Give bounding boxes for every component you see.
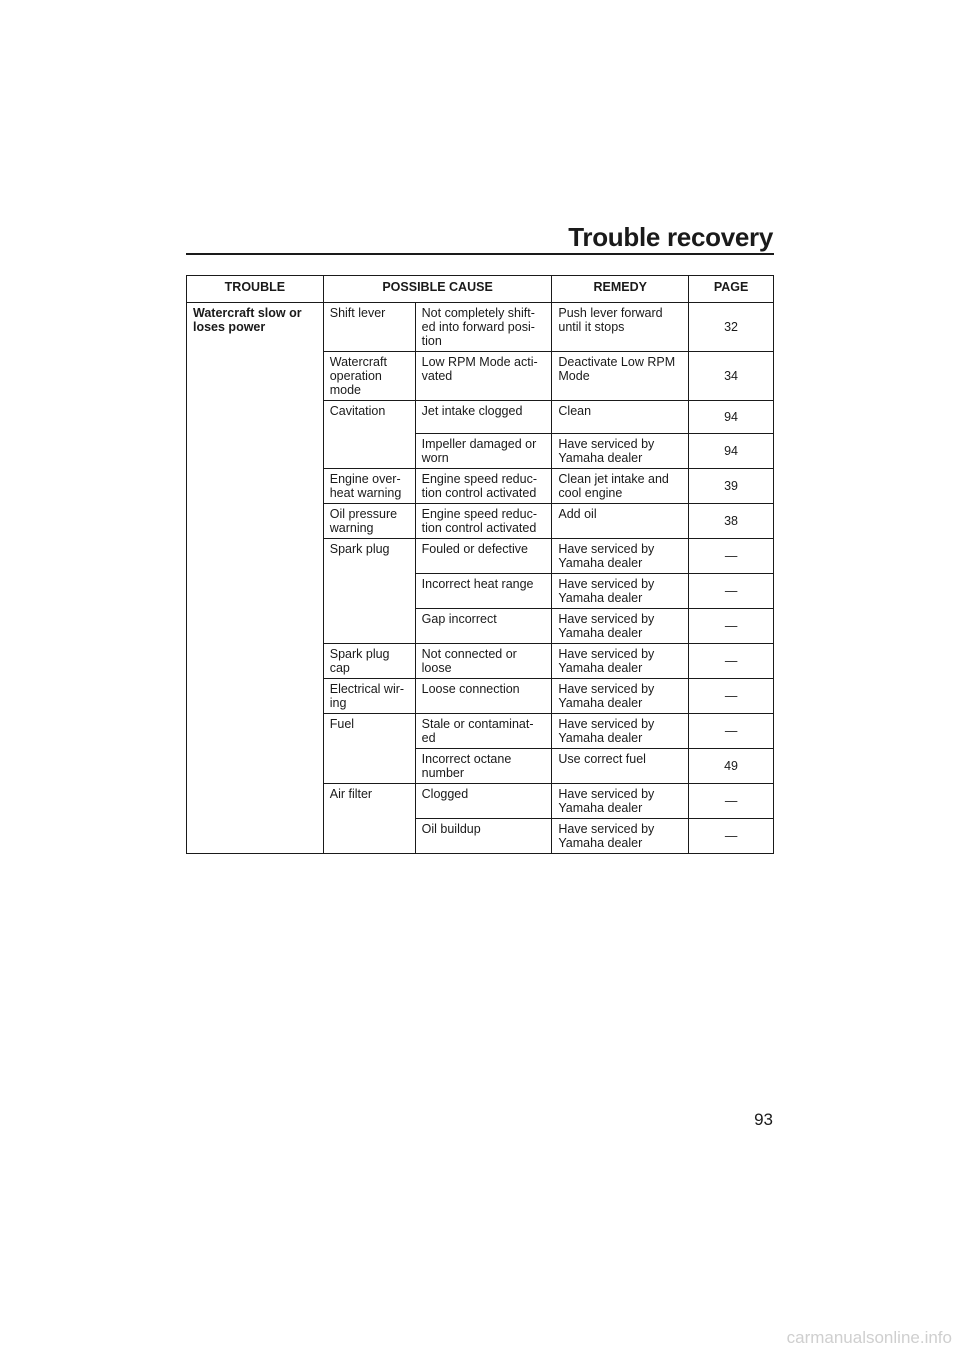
cause-cell: Impeller damaged or worn: [415, 434, 552, 469]
page-cell: 49: [689, 749, 774, 784]
header-remedy: REMEDY: [552, 276, 689, 303]
table-header-row: [187, 276, 774, 303]
remedy-cell: Have serviced by Yamaha dealer: [552, 539, 689, 574]
remedy-cell: Clean jet intake and cool engine: [552, 469, 689, 504]
cause-cell: Low RPM Mode acti-vated: [415, 352, 552, 401]
cause-cell: Fouled or defective: [415, 539, 552, 574]
remedy-cell: Have serviced by Yamaha dealer: [552, 784, 689, 819]
component-cell: Fuel: [323, 714, 415, 784]
watermark: carmanualsonline.info: [786, 1328, 952, 1347]
page-title: Trouble recovery: [568, 222, 773, 252]
page-cell: —: [689, 714, 774, 749]
component-cell: Cavitation: [323, 401, 415, 469]
remedy-cell: Have serviced by Yamaha dealer: [552, 819, 689, 854]
component-cell: Air filter: [323, 784, 415, 854]
remedy-cell: Have serviced by Yamaha dealer: [552, 609, 689, 644]
component-cell: Oil pressure warning: [323, 504, 415, 539]
remedy-cell: Add oil: [552, 504, 689, 539]
page-cell: 94: [689, 401, 774, 434]
cause-cell: Engine speed reduc-tion control activated: [415, 504, 552, 539]
cause-cell: Loose connection: [415, 679, 552, 714]
cause-cell: Incorrect octane number: [415, 749, 552, 784]
table-body: [187, 303, 774, 854]
page-cell: —: [689, 644, 774, 679]
page-cell: —: [689, 679, 774, 714]
page-cell: —: [689, 609, 774, 644]
page-cell: 39: [689, 469, 774, 504]
cause-cell: Not completely shift-ed into forward posi-tion: [415, 303, 552, 352]
component-cell: Shift lever: [323, 303, 415, 352]
page-cell: —: [689, 819, 774, 854]
page-cell: —: [689, 539, 774, 574]
page-number: 93: [754, 1110, 773, 1129]
header-page: PAGE: [689, 276, 774, 303]
remedy-cell: Have serviced by Yamaha dealer: [552, 574, 689, 609]
cause-cell: Clogged: [415, 784, 552, 819]
trouble-cell: Watercraft slow or loses power: [187, 303, 324, 854]
cause-cell: Engine speed reduc-tion control activated: [415, 469, 552, 504]
page-cell: 32: [689, 303, 774, 352]
component-cell: Spark plug: [323, 539, 415, 644]
cause-cell: Jet intake clogged: [415, 401, 552, 434]
table-row: [187, 303, 774, 352]
cause-cell: Oil buildup: [415, 819, 552, 854]
page-cell: —: [689, 784, 774, 819]
component-cell: Spark plug cap: [323, 644, 415, 679]
remedy-cell: Have serviced by Yamaha dealer: [552, 714, 689, 749]
remedy-cell: Have serviced by Yamaha dealer: [552, 679, 689, 714]
cause-cell: Stale or contaminat-ed: [415, 714, 552, 749]
component-cell: Watercraft operation mode: [323, 352, 415, 401]
page-cell: 94: [689, 434, 774, 469]
remedy-cell: Deactivate Low RPM Mode: [552, 352, 689, 401]
page-cell: 34: [689, 352, 774, 401]
remedy-cell: Push lever forward until it stops: [552, 303, 689, 352]
title-rule: [186, 253, 774, 255]
header-trouble: TROUBLE: [187, 276, 324, 303]
page-cell: —: [689, 574, 774, 609]
component-cell: Engine over-heat warning: [323, 469, 415, 504]
remedy-cell: Have serviced by Yamaha dealer: [552, 644, 689, 679]
component-cell: Electrical wir-ing: [323, 679, 415, 714]
trouble-table: [186, 275, 774, 854]
remedy-cell: Have serviced by Yamaha dealer: [552, 434, 689, 469]
remedy-cell: Clean: [552, 401, 689, 434]
remedy-cell: Use correct fuel: [552, 749, 689, 784]
cause-cell: Gap incorrect: [415, 609, 552, 644]
page-cell: 38: [689, 504, 774, 539]
header-possible-cause: POSSIBLE CAUSE: [323, 276, 552, 303]
cause-cell: Incorrect heat range: [415, 574, 552, 609]
cause-cell: Not connected or loose: [415, 644, 552, 679]
